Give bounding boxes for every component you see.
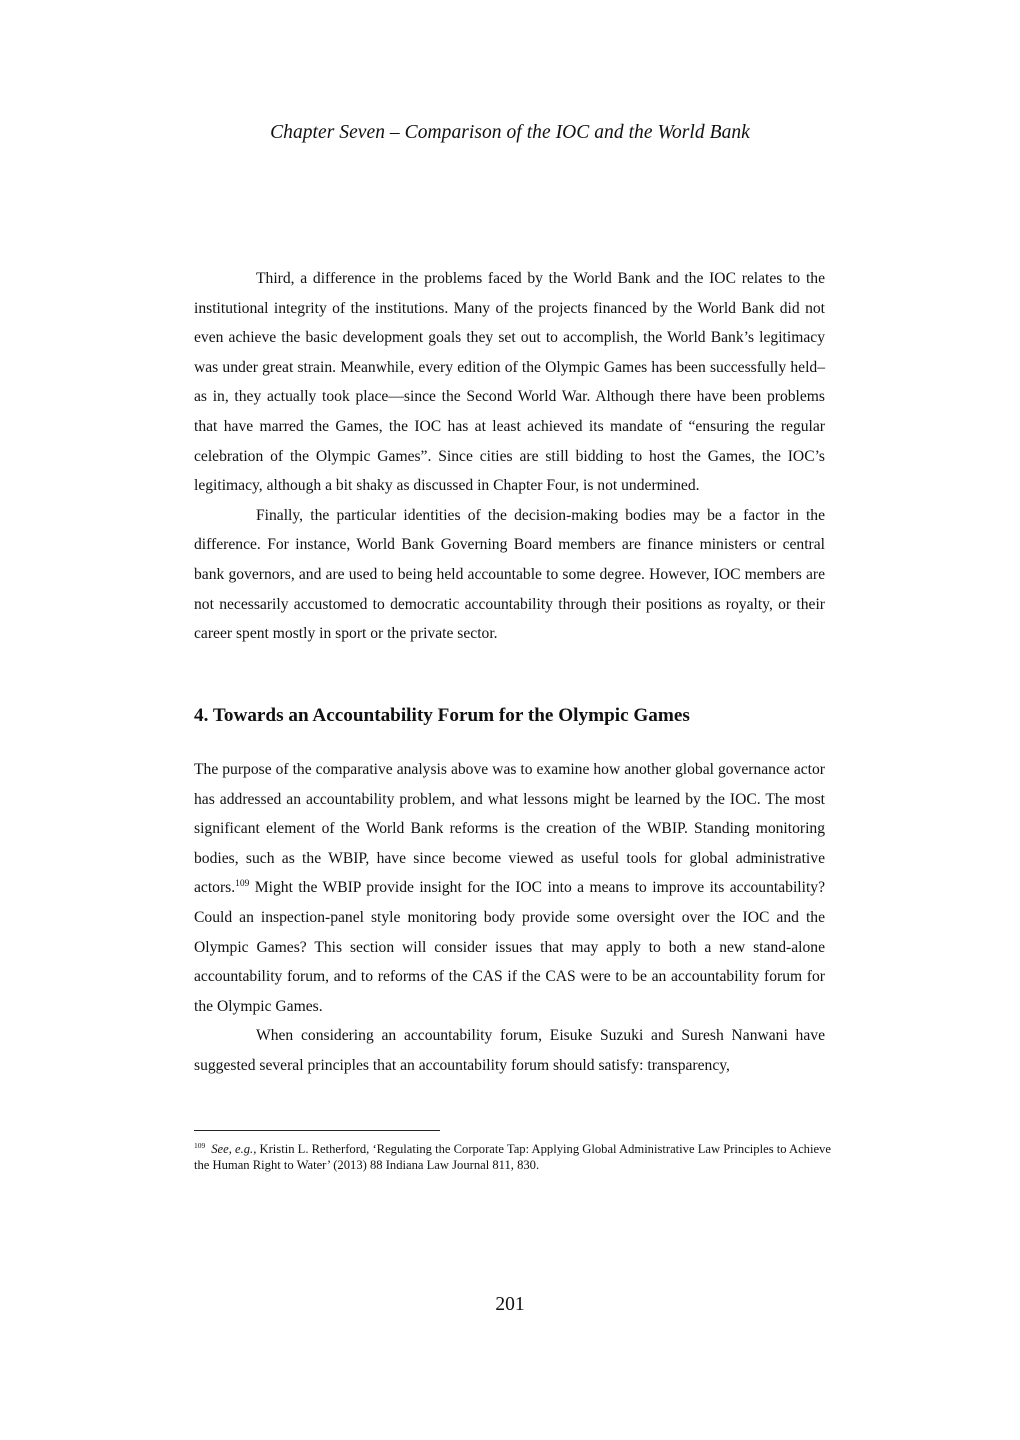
footnote-signal: See, e.g., [211,1142,257,1156]
section-heading: 4. Towards an Accountability Forum for the Olympic Games [194,705,690,726]
paragraph-institutional-integrity: Third, a difference in the problems faced by the World Bank and the IOC relates to the institutional integrity of the institutions. Many of the projects financed by the World Bank did not even achieve the basic development goals they set out to accomplish, the World Bank’s legitimacy was under great strain. Meanwhile, every edition of the Olympic Games has been successfully held–as in, they actually took place—since the Second World War. Although there have been problems that have marred the Games, the IOC has at least achieved its mandate of “ensuring the regular celebration of the Olympic Games”. Since cities are still bidding to host the Games, the IOC’s legitimacy, although a bit shaky as discussed in Chapter Four, is not undermined. [194,270,825,495]
body-text-lower [194,755,825,1081]
page-number: 201 [495,1294,525,1315]
footnote-citation: Kristin L. Retherford, ‘Regulating the Corporate Tap: Applying Global Administrative Law Principles to Achieve the Human Right to Water’ (2013) 88 Indiana Law Journal 811, 830. [194,1142,831,1172]
paragraph-text: The purpose of the comparative analysis above was to examine how another global governance actor has addressed an accountability problem, and what lessons might be learned by the IOC. The most significant element of the World Bank reforms is the creation of the WBIP. Standing monitoring bodies, such as the WBIP, have since become viewed as useful tools for global administrative actors. [194,761,825,897]
footnote-reference[interactable]: 109 [235,879,250,890]
footnote-number: 109 [194,1141,206,1150]
running-header: Chapter Seven – Comparison of the IOC and the World Bank [270,122,750,143]
body-text-upper [194,264,825,649]
paragraph-comparative-analysis [194,755,825,1021]
paragraph-text-continued: Might the WBIP provide insight for the IOC into a means to improve its accountability? Could an inspection-panel style monitoring body provide some oversight over the IOC and the Olympic Games? This section will consider issues that may apply to both a new stand-alone accountability forum, and to reforms of the CAS if the CAS were to be an accountability forum for the Olympic Games. [194,879,825,1015]
paragraph-accountability-principles: When considering an accountability forum, Eisuke Suzuki and Suresh Nanwani have suggested several principles that an accountability forum should satisfy: transparency, [194,1027,825,1074]
footnote [194,1141,834,1173]
paragraph-decision-making-bodies: Finally, the particular identities of the decision-making bodies may be a factor in the difference. For instance, World Bank Governing Board members are finance ministers or central bank governors, and are used to being held accountable to some degree. However, IOC members are not necessarily accustomed to democratic accountability through their positions as royalty, or their career spent mostly in sport or the private sector. [194,506,825,643]
footnote-divider [194,1130,440,1131]
